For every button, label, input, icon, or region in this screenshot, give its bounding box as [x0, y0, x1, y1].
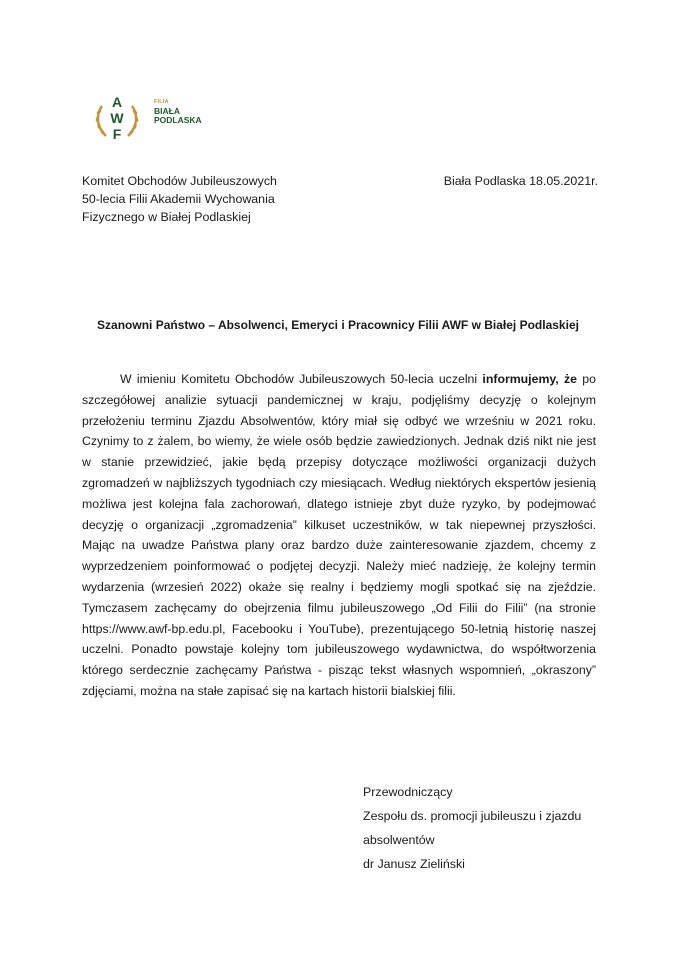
body-bold-phrase: informujemy, że — [482, 372, 578, 386]
letter-body — [82, 369, 596, 702]
logo-letter-f: F — [112, 126, 122, 142]
body-rest: po szczegółowej analizie sytuacji pandemicznej w kraju, podjęliśmy decyzję o kolejnym przełożeniu terminu Zjazdu Absolwentów, który miał się odbyć we wrześniu w 2021 roku. Czynimy to z żalem, bo wiemy, że wiele osób będzie zawiedzionych. Jednak dziś nikt nie jest w stanie przewidzieć, jakie będą przepisy dotyczące możliwości organizacji dużych zgromadzeń w najbliższych tygodniach czy miesiącach. Według niektórych ekspertów jesienią możliwa jest kolejna fala zachorowań, dlatego istnieje zbyt duże ryzyko, by podejmować decyzję o organizacji „zgromadzenia” kilkuset uczestników, w tak niepewnej przyszłości. Mając na uwadze Państwa plany oraz bardzo duże zainteresowanie zjazdem, chcemy z wyprzedzeniem poinformować o podjętej decyzji. Należy mieć nadzieję, że kolejny termin wydarzenia (wrzesień 2022) okaże się realny i będziemy mogli spotkać się na zjeździe. Tymczasem zachęcamy do obejrzenia filmu jubileuszowego „Od Filii do Filii” (na stronie https://www.awf-bp.edu.pl, Facebooku i YouTube), prezentującego 50-letnią historię naszej uczelni. Ponadto powstaje kolejny tom jubileuszowego wydawnictwa, do współtworzenia którego serdecznie zachęcamy Państwa - pisząc tekst własnych wspomnień, „okraszony” zdjęciami, można na stałe zapisać się na kartach historii bialskiej filii. — [82, 372, 596, 698]
awf-logo — [92, 92, 222, 142]
sender-line-1: Komitet Obchodów Jubileuszowych — [82, 174, 277, 188]
signature-team-line-2: absolwentów — [363, 833, 435, 847]
logo-letter-a: A — [111, 94, 123, 110]
sender-line-3: Fizycznego w Białej Podlaskiej — [82, 210, 251, 224]
body-intro: W imieniu Komitetu Obchodów Jubileuszowych 50-lecia uczelni — [120, 372, 483, 386]
sender-line-2: 50-lecia Filii Akademii Wychowania — [82, 192, 275, 206]
logo-filia: FILIA — [154, 99, 169, 105]
signature-block — [363, 780, 581, 876]
signature-name: dr Janusz Zieliński — [363, 857, 465, 871]
logo-wordmark — [154, 100, 202, 125]
logo-letter-w: W — [110, 110, 124, 126]
logo-podlaska: PODLASKA — [154, 115, 202, 125]
signature-team-line-1: Zespołu ds. promocji jubileuszu i zjazdu — [363, 809, 582, 823]
logo-biala: BIAŁA — [154, 105, 180, 116]
place-and-date: Biała Podlaska 18.05.2021r. — [443, 174, 598, 188]
awf-emblem-icon — [92, 92, 142, 142]
signature-title: Przewodniczący — [363, 785, 453, 799]
salutation-heading: Szanowni Państwo – Absolwenci, Emeryci i Pracownicy Filii AWF w Białej Podlaskiej — [97, 318, 579, 332]
